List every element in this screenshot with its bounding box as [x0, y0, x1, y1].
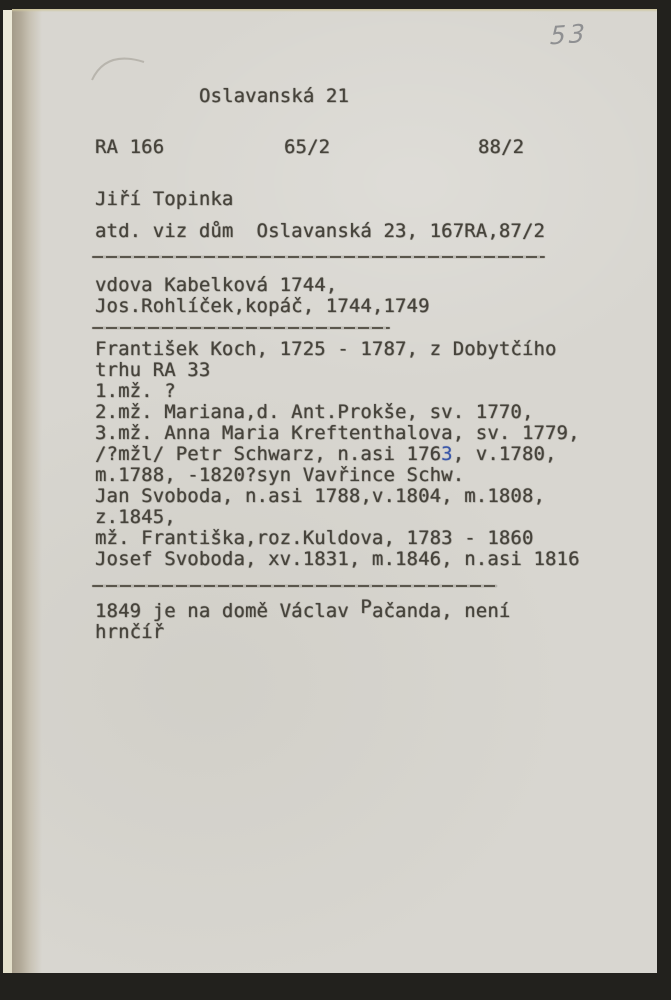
section-1744-owners — [95, 275, 430, 317]
record-line: Jos.Rohlíček,kopáč, 1744,1749 — [95, 295, 430, 317]
record-line: 2.mž. Mariana,d. Ant.Prokše, sv. 1770, — [95, 401, 534, 423]
record-line: hrnčíř — [95, 621, 165, 643]
typed-divider-3 — [92, 585, 497, 587]
record-line: trhu RA 33 — [95, 359, 211, 381]
pencil-stray-mark — [88, 46, 150, 88]
blue-ink-correction-digit: 3 — [441, 443, 453, 465]
record-line: Jan Svoboda, n.asi 1788,v.1804, m.1808, — [95, 485, 546, 507]
record-line: mž. Františka,roz.Kuldova, 1783 - 1860 — [95, 527, 534, 549]
ref-number-2: 88/2 — [478, 136, 525, 158]
page-title: Oslavanská 21 — [199, 85, 350, 107]
record-line-pacanda — [95, 596, 511, 622]
handwritten-page-number: 53 — [549, 18, 589, 51]
section-koch-svoboda — [95, 339, 580, 570]
record-line: vdova Kabelková 1744, — [95, 274, 338, 296]
schwarz-text-pre: /?mžl/ Petr Schwarz, n.asi 176 — [95, 443, 442, 465]
typed-divider-2 — [92, 327, 390, 329]
typed-divider-1 — [92, 256, 545, 258]
ref-ra-number: RA 166 — [95, 136, 165, 158]
schwarz-text-post: , v.1780, — [452, 443, 557, 465]
record-line: z.1845, — [95, 506, 176, 528]
ref-number-1: 65/2 — [284, 136, 331, 158]
raised-letter: P — [360, 596, 372, 618]
owner-cross-reference: atd. viz dům Oslavanská 23, 167RA,87/2 — [95, 220, 546, 242]
record-line: 3.mž. Anna Maria Kreftenthalova, sv. 1779, — [95, 422, 580, 444]
owner-name: Jiří Topinka — [95, 188, 234, 210]
note-text-pre: 1849 je na domě Václav — [95, 600, 361, 622]
record-line: Josef Svoboda, xv.1831, m.1846, n.asi 1816 — [95, 548, 580, 570]
record-line: m.1788, -1820?syn Vavřince Schw. — [95, 464, 465, 486]
note-text-post: ačanda, není — [371, 600, 511, 622]
record-line: 1.mž. ? — [95, 380, 176, 402]
section-1849-note — [95, 596, 511, 643]
record-line: František Koch, 1725 - 1787, z Dobytčího — [95, 338, 557, 360]
record-line-schwarz — [95, 444, 580, 465]
